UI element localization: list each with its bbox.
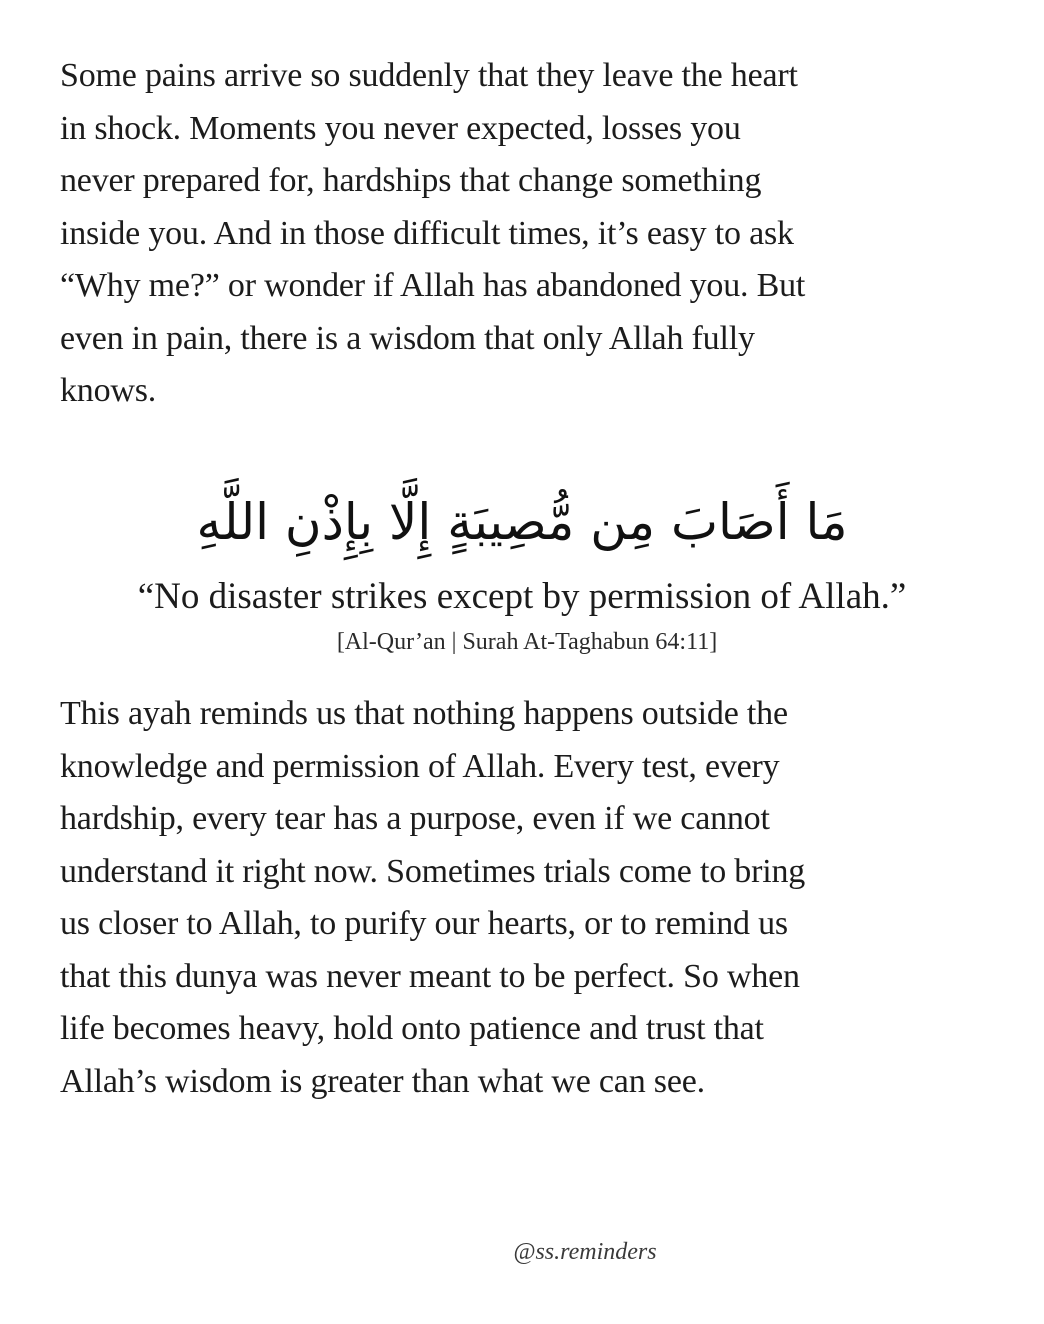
intro-paragraph: Some pains arrive so suddenly that they leave the heart in shock. Moments you never expected, losses you never prepared for, hardships that change something inside you. And in those difficult times, it’s easy to ask “Why me?” or wonder if Allah has abandoned you. But even in pain, there is a wisdom that only Allah fully knows.	[60, 57, 806, 409]
ayah-arabic-text: مَا أَصَابَ مِن مُّصِيبَةٍ إِلَّا بِإِذْنِ اللَّهِ	[196, 493, 848, 551]
ayah-reference: [Al-Qur’an | Surah At-Taghabun 64:11]	[336, 629, 718, 655]
author-handle: @ss.reminders	[513, 1239, 657, 1265]
reflection-paragraph: This ayah reminds us that nothing happens outside the knowledge and permission of Allah. Every test, every hardship, every tear has a purpose, even if we cannot understand it right now. Sometimes trials come to bring us closer to Allah, to purify our hearts, or to remind us that this dunya was never meant to be perfect. So when life becomes heavy, hold onto patience and trust that Allah’s wisdom is greater than what we can see.	[60, 695, 806, 1100]
ayah-translation: “No disaster strikes except by permission of Allah.”	[137, 576, 907, 617]
